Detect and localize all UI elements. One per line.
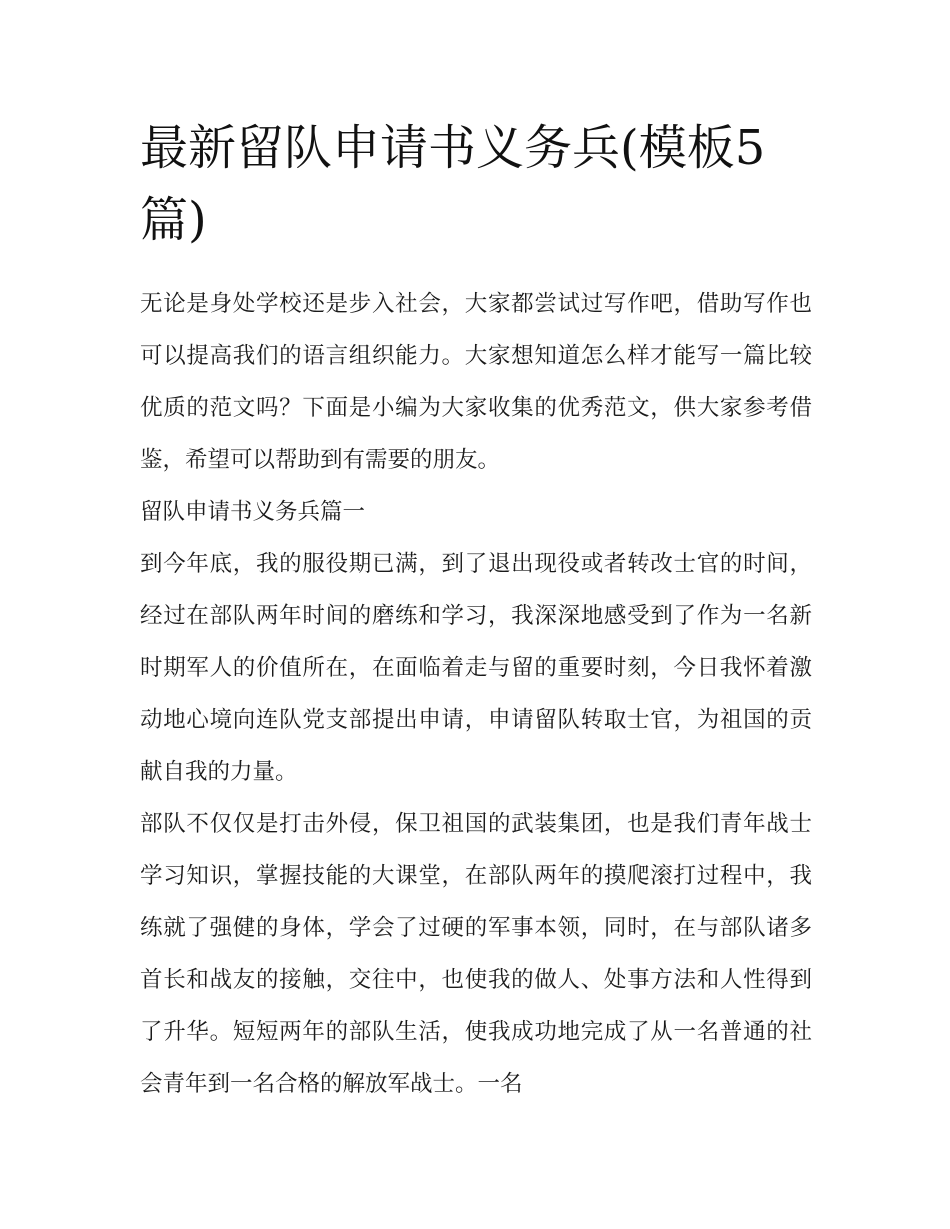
body-paragraph-1: 到今年底，我的服役期已满，到了退出现役或者转改士官的时间，经过在部队两年时间的磨练和学习，我深深地感受到了作为一名新时期军人的价值所在，在面临着走与留的重要时刻，今日我怀着激动地心境向连队党支部提出申请，申请留队转取士官，为祖国的贡献自我的力量。 <box>140 551 812 785</box>
document-title: 最新留队申请书义务兵(模板5篇) <box>140 120 766 248</box>
body-paragraph-2: 部队不仅仅是打击外侵，保卫祖国的武装集团，也是我们青年战士学习知识，掌握技能的大课堂，在部队两年的摸爬滚打过程中，我练就了强健的身体，学会了过硬的军事本领，同时，在与部队诸多首长和战友的接触，交往中，也使我的做人、处事方法和人性得到了升华。短短两年的部队生活，使我成功地完成了从一名普通的社会青年到一名合格的解放军战士。一名 <box>140 811 812 1097</box>
section-heading: 留队申请书义务兵篇一 <box>140 499 366 525</box>
intro-paragraph: 无论是身处学校还是步入社会，大家都尝试过写作吧，借助写作也可以提高我们的语言组织能力。大家想知道怎么样才能写一篇比较优质的范文吗？下面是小编为大家收集的优秀范文，供大家参考借鉴，希望可以帮助到有需要的朋友。 <box>140 291 812 473</box>
document-body <box>140 112 812 1110</box>
